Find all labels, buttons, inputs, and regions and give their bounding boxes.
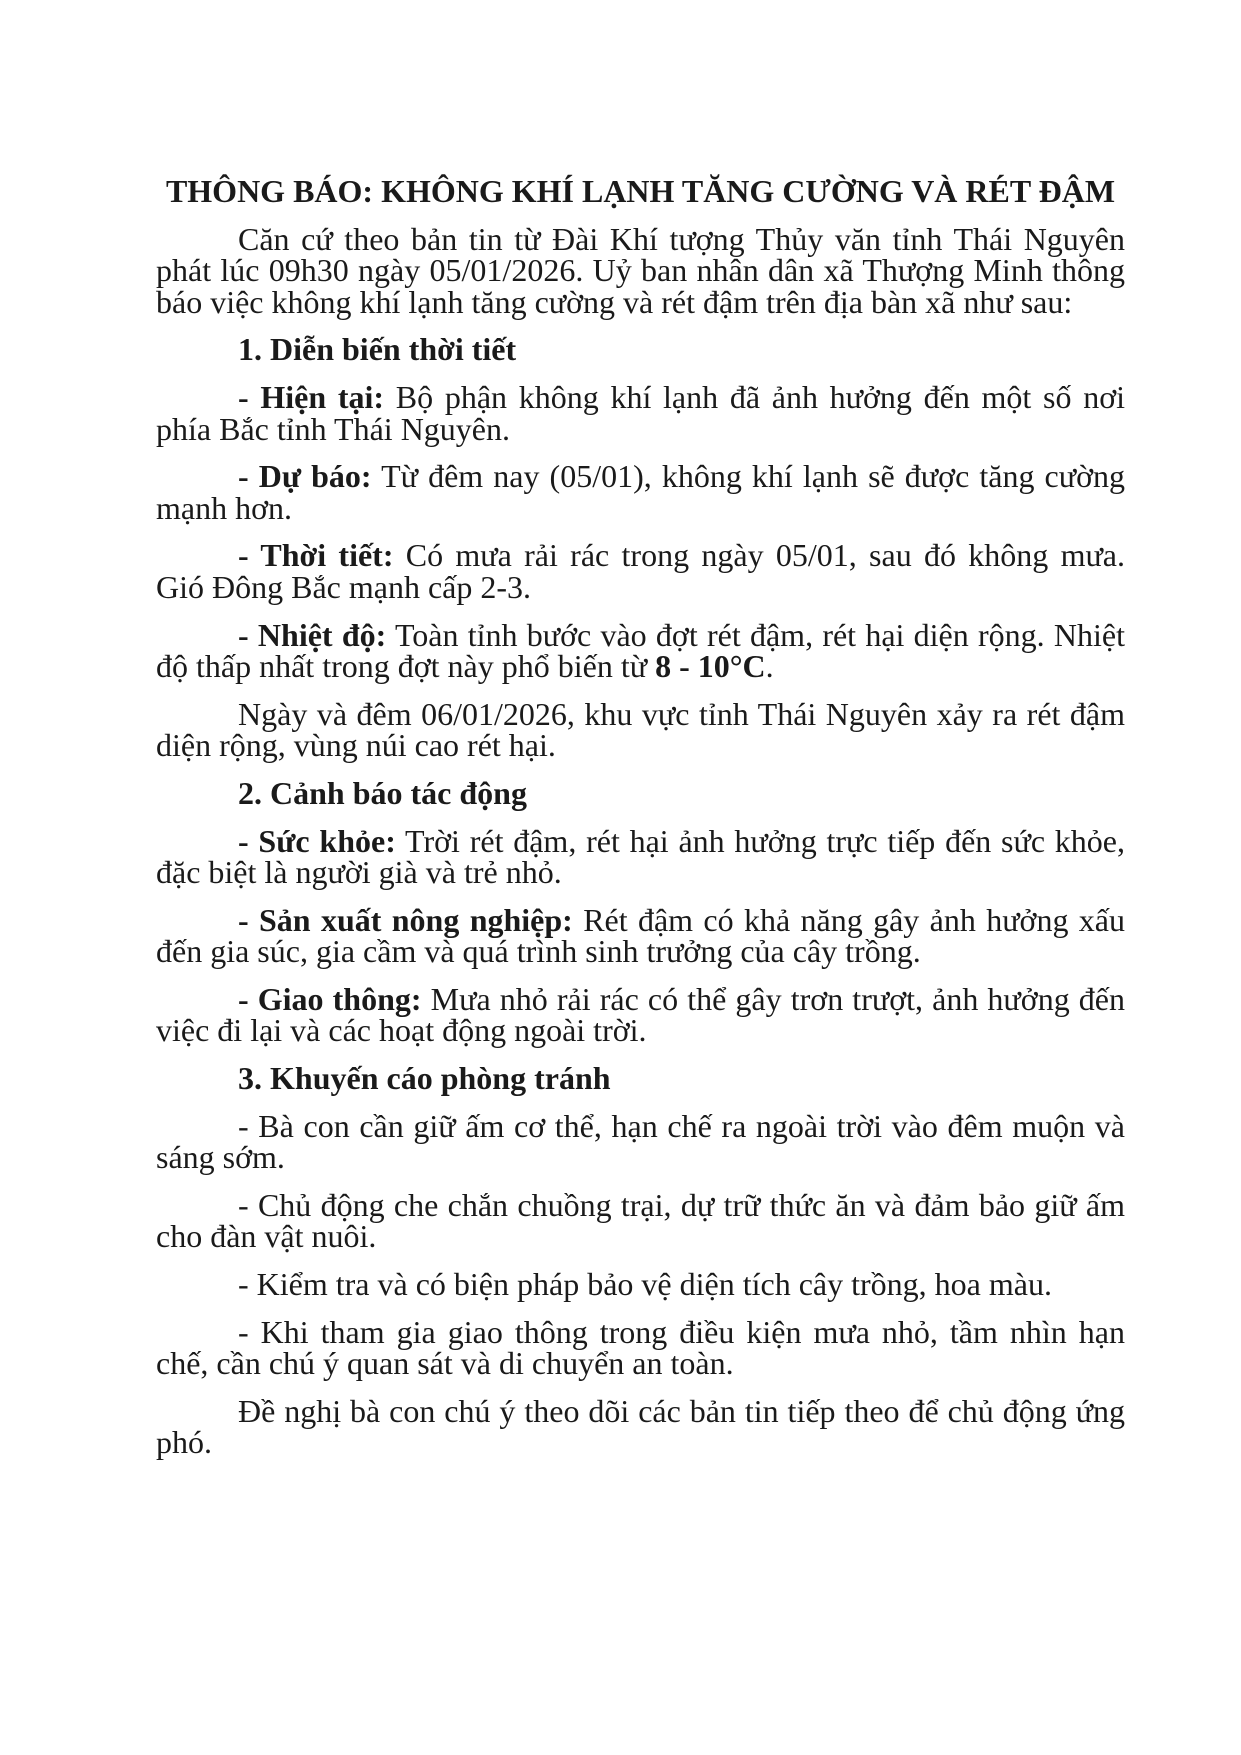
paragraph xyxy=(156,220,1125,320)
paragraph xyxy=(156,822,1126,891)
text-run: . xyxy=(765,648,774,685)
text-run: Từ đêm nay (05/01), không khí lạnh sẽ được tăng cường mạnh hơn. xyxy=(156,458,1126,526)
section-heading xyxy=(156,1060,1125,1097)
bold-text-run: - Hiện tại: xyxy=(238,378,385,415)
text-run: - Khi tham gia giao thông trong điều kiện mưa nhỏ, tầm nhìn hạn chế, cần chú ý quan sát và di chuyển an toàn. xyxy=(156,1313,1125,1382)
text-run: Rét đậm có khả năng gây ảnh hưởng xấu đến gia súc, gia cầm và quá trình sinh trưởng của cây trồng. xyxy=(156,901,1126,970)
text-run: Bộ phận không khí lạnh đã ảnh hưởng đến một số nơi phía Bắc tỉnh Thái Nguyên. xyxy=(156,378,1126,447)
paragraph xyxy=(156,1186,1125,1255)
text-run: Trời rét đậm, rét hại ảnh hưởng trực tiếp đến sức khỏe, đặc biệt là người già và trẻ nhỏ. xyxy=(156,822,1126,891)
document-title: THÔNG BÁO: KHÔNG KHÍ LẠNH TĂNG CƯỜNG VÀ RÉT ĐẬM xyxy=(165,173,1116,209)
text-run: Mưa nhỏ rải rác có thể gây trơn trượt, ảnh hưởng đến việc đi lại và các hoạt động ngoài trời. xyxy=(156,980,1126,1049)
paragraph xyxy=(156,458,1126,526)
bold-text-run: - Thời tiết: xyxy=(238,537,394,574)
bold-text-run: 3. Khuyến cáo phòng tránh xyxy=(238,1060,611,1097)
text-run: Căn cứ theo bản tin từ Đài Khí tượng Thủy văn tỉnh Thái Nguyên phát lúc 09h30 ngày 05/01/2026. Uỷ ban nhân dân xã Thượng Minh thông báo việc không khí lạnh tăng cường và rét đậm trên địa bàn xã như sau: xyxy=(156,220,1125,320)
paragraph xyxy=(156,695,1125,764)
bold-text-run: - Sức khỏe: xyxy=(238,822,396,859)
section-heading xyxy=(156,774,1125,811)
bold-text-run: 2. Cảnh báo tác động xyxy=(238,774,527,811)
bold-text-run: 1. Diễn biến thời tiết xyxy=(238,331,517,368)
bold-text-run: - Nhiệt độ: xyxy=(238,616,387,653)
paragraph xyxy=(156,1313,1125,1382)
text-run: Ngày và đêm 06/01/2026, khu vực tỉnh Thái Nguyên xảy ra rét đậm diện rộng, vùng núi cao rét hại. xyxy=(156,695,1125,764)
paragraph xyxy=(156,378,1126,447)
text-run: Đề nghị bà con chú ý theo dõi các bản tin tiếp theo để chủ động ứng phó. xyxy=(156,1392,1125,1461)
bold-text-run: 8 - 10°C xyxy=(655,648,766,685)
text-run: - Kiểm tra và có biện pháp bảo vệ diện tích cây trồng, hoa màu. xyxy=(238,1266,1052,1303)
paragraph xyxy=(156,537,1126,605)
paragraph xyxy=(156,1392,1125,1461)
document-body xyxy=(156,220,1126,1461)
text-run: - Bà con cần giữ ấm cơ thể, hạn chế ra ngoài trời vào đêm muộn và sáng sớm. xyxy=(156,1107,1125,1176)
paragraph xyxy=(156,1266,1125,1303)
section-heading xyxy=(156,331,1125,368)
bold-text-run: - Dự báo: xyxy=(238,458,372,495)
text-run: Có mưa rải rác trong ngày 05/01, sau đó không mưa. Gió Đông Bắc mạnh cấp 2-3. xyxy=(156,537,1126,605)
text-run: Toàn tỉnh bước vào đợt rét đậm, rét hại diện rộng. Nhiệt độ thấp nhất trong đợt này phổ biến từ xyxy=(156,616,1125,685)
bold-text-run: - Sản xuất nông nghiệp: xyxy=(238,901,573,938)
paragraph xyxy=(156,1107,1125,1176)
text-run: - Chủ động che chắn chuồng trại, dự trữ thức ăn và đảm bảo giữ ấm cho đàn vật nuôi. xyxy=(156,1186,1125,1255)
paragraph xyxy=(156,901,1126,970)
paragraph xyxy=(156,980,1126,1049)
paragraph xyxy=(156,616,1125,685)
bold-text-run: - Giao thông: xyxy=(238,980,422,1017)
